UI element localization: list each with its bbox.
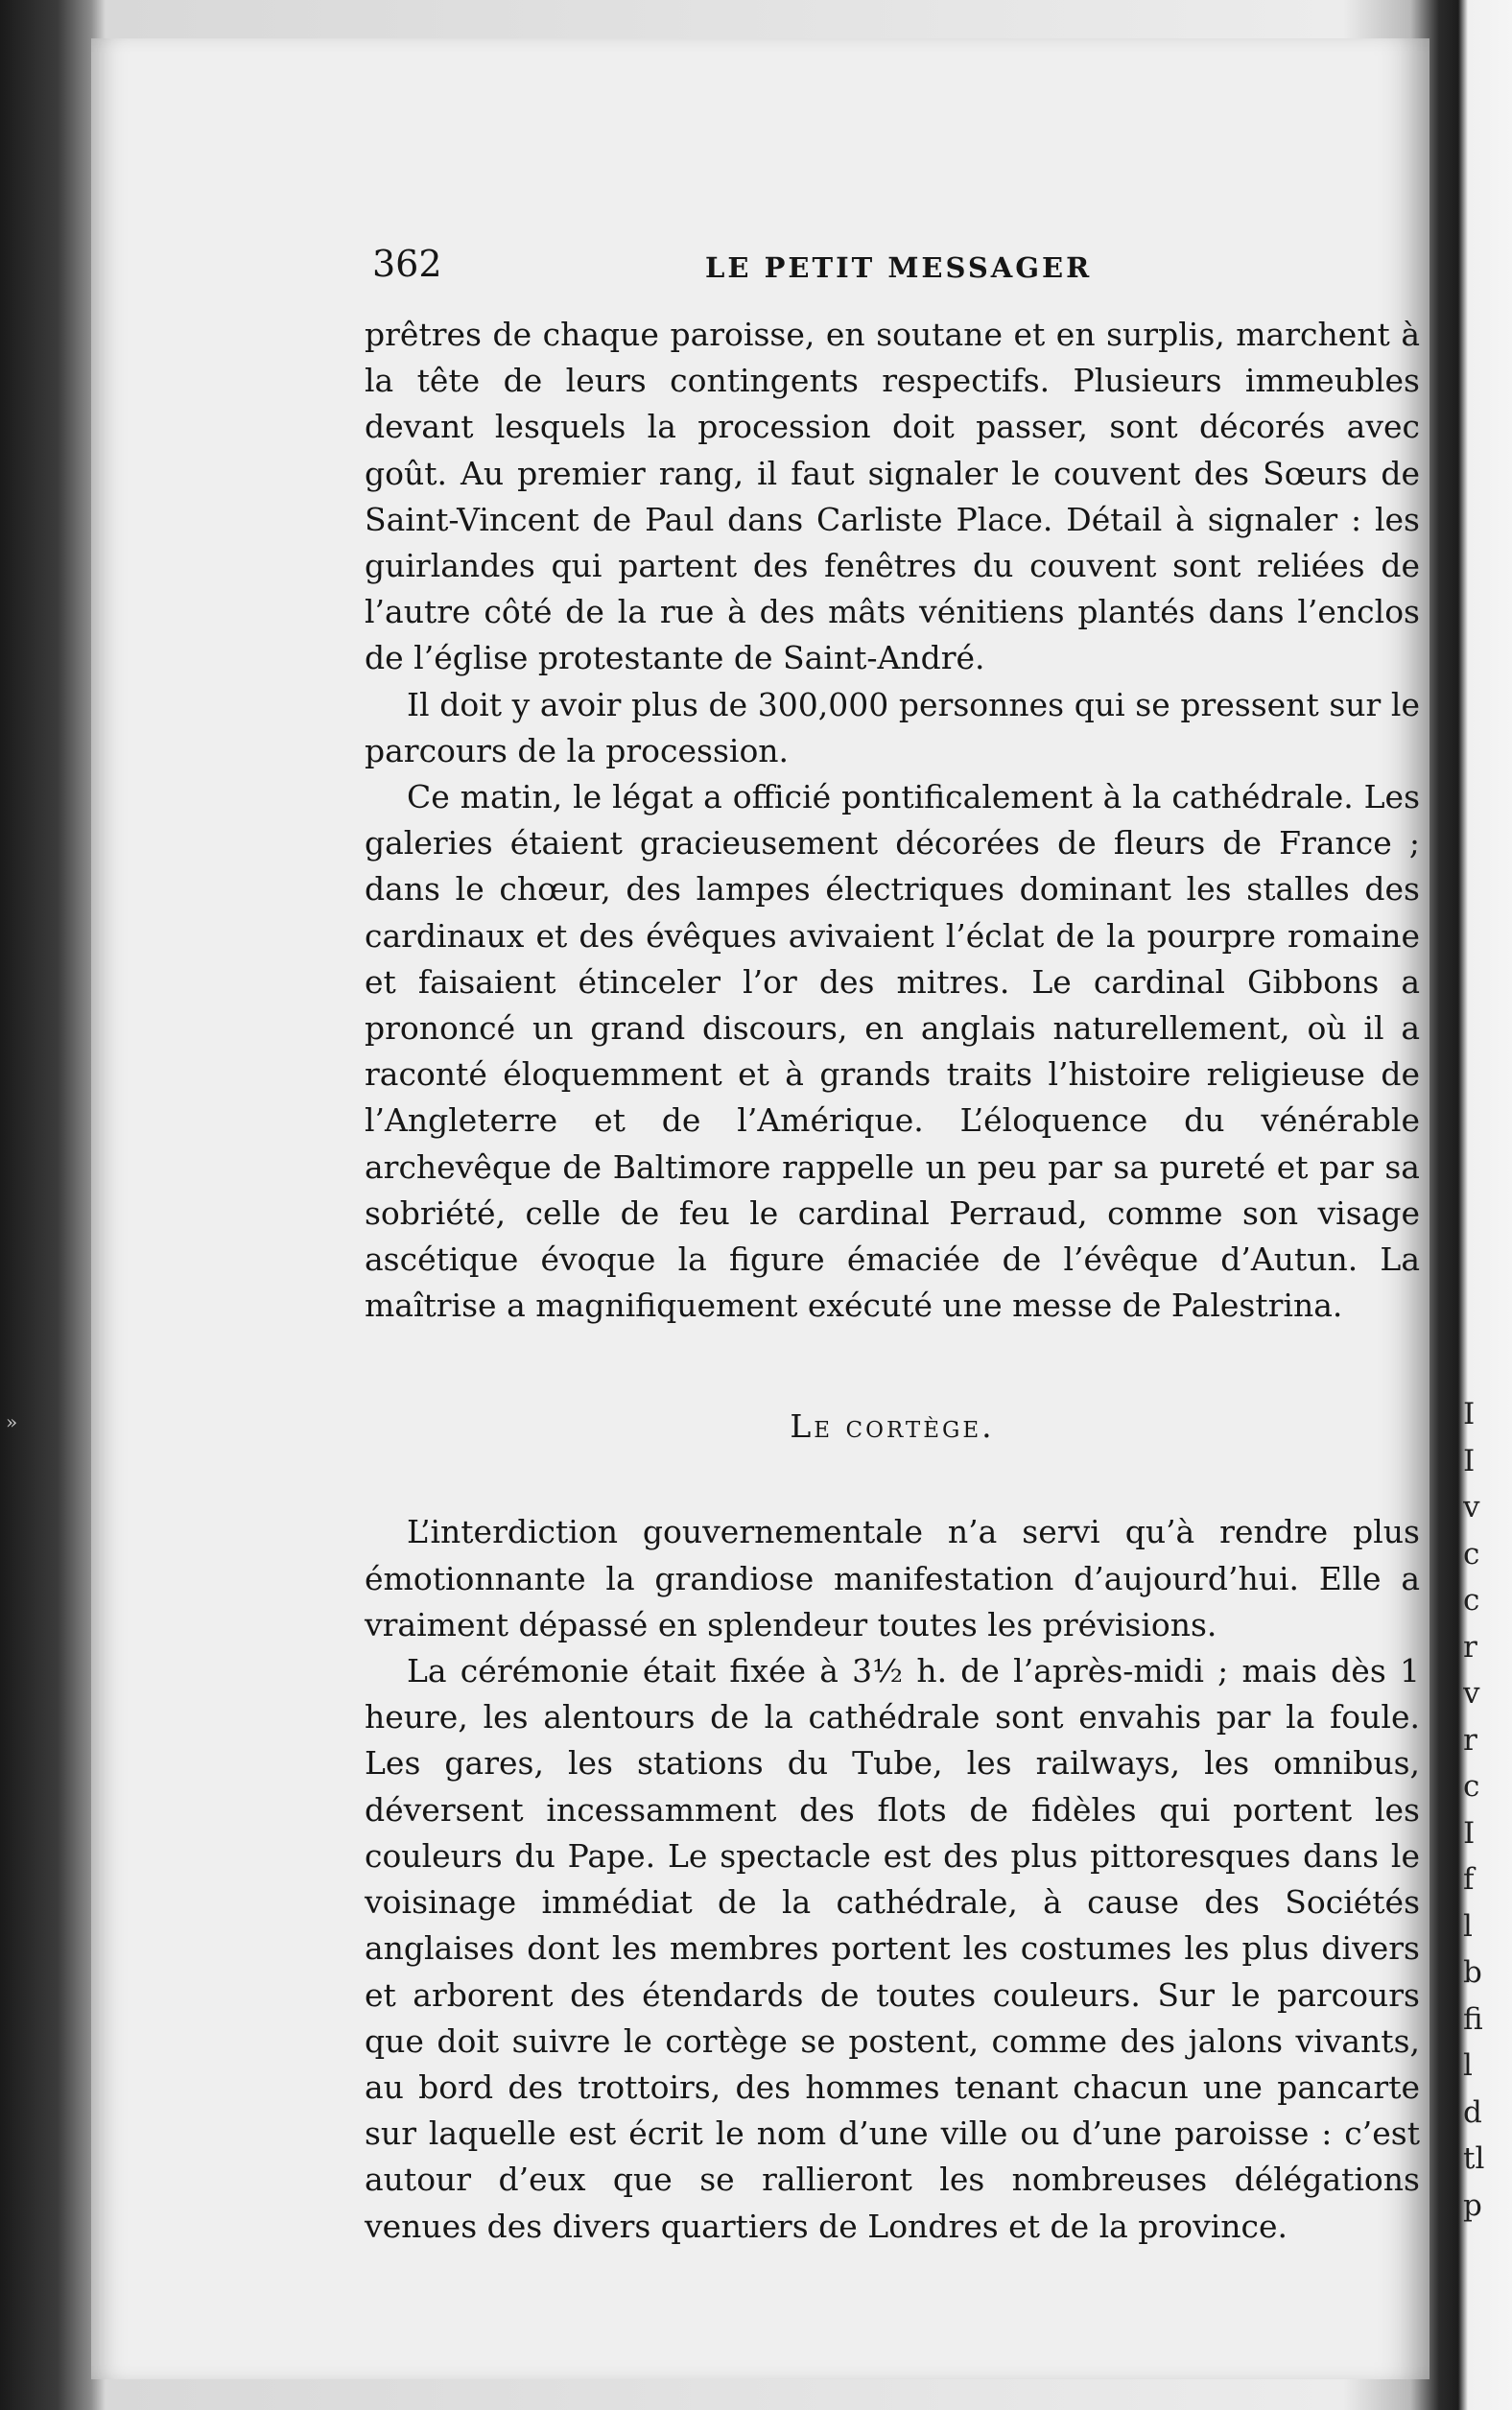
adjacent-letter: l	[1463, 1908, 1473, 1944]
adjacent-letter: f	[1463, 1862, 1475, 1897]
adjacent-letter: p	[1463, 2187, 1482, 2223]
adjacent-letter: r	[1463, 1722, 1477, 1758]
running-head	[365, 235, 1420, 312]
adjacent-letter: c	[1463, 1769, 1480, 1804]
adjacent-page-edge	[1463, 1391, 1501, 2229]
adjacent-letter: d	[1463, 2094, 1482, 2130]
page-text-block	[365, 235, 1420, 2250]
adjacent-letter: c	[1463, 1583, 1480, 1618]
journal-title: LE PETIT MESSAGER	[705, 251, 1093, 284]
adjacent-letter: tl	[1463, 2141, 1485, 2176]
adjacent-letter: v	[1463, 1676, 1480, 1711]
page-number: 362	[372, 243, 442, 285]
adjacent-letter: I	[1463, 1815, 1476, 1851]
adjacent-letter: b	[1463, 1955, 1482, 1990]
adjacent-letter: r	[1463, 1629, 1477, 1665]
adjacent-letter: I	[1463, 1443, 1476, 1478]
paragraph-mass: Ce matin, le légat a officié pontificalement à la cathédrale. Les galeries étaient gracieusement décorées de fleurs de France ; dans le chœur, des lampes électriques dominant les stalles des cardinaux et des évêques avivaient l’éclat de la pourpre romaine et faisaient étinceler l’or des mitres. Le cardinal Gibbons a prononcé un grand discours, en anglais naturellement, où il a raconté éloquemment et à grands traits l’histoire religieuse de l’Angleterre et de l’Amérique. L’éloquence du vénérable archevêque de Baltimore rappelle un peu par sa pureté et par sa sobriété, celle de feu le cardinal Perraud, comme son visage ascétique évoque la figure émaciée de l’évêque d’Autun. La maîtrise a magnifiquement exécuté une messe de Palestrina.	[365, 778, 1420, 1325]
adjacent-letter: fi	[1463, 2001, 1483, 2037]
adjacent-letter: v	[1463, 1490, 1480, 1524]
paragraph-continued: prêtres de chaque paroisse, en soutane et en surplis, marchent à la tête de leurs contingents respectifs. Plusieurs immeubles devant lesquels la procession doit passer, sont décorés avec goût. Au premier rang, il faut signaler le couvent des Sœurs de Saint-Vincent de Paul dans Carliste Place. Détail à signaler : les guirlandes qui partent des fenêtres du couvent sont reliées de l’autre côté de la rue à des mâts vénitiens plantés dans l’enclos de l’église protestante de Saint-André.	[365, 316, 1420, 677]
book-page	[91, 38, 1429, 2379]
paragraph-crowd: Il doit y avoir plus de 300,000 personnes qui se pressent sur le parcours de la procession.	[365, 685, 1420, 769]
adjacent-letter: c	[1463, 1536, 1480, 1571]
paragraph-interdiction: L’interdiction gouvernementale n’a servi qu’à rendre plus émotionnante la grandiose manifestation d’aujourd’hui. Elle a vraiment dépassé en splendeur toutes les prévisions.	[365, 1513, 1420, 1643]
left-margin-mark: »	[6, 1410, 18, 1433]
adjacent-letter: l	[1463, 2048, 1473, 2083]
adjacent-letter: I	[1463, 1397, 1476, 1431]
paragraph-ceremony: La cérémonie était fixée à 3½ h. de l’après-midi ; mais dès 1 heure, les alentours de la cathédrale sont envahis par la foule. Les gares, les stations du Tube, les railways, les omnibus, déversent incessamment des flots de fidèles qui portent les couleurs du Pape. Le spectacle est des plus pittoresques dans le voisinage immédiat de la cathédrale, à cause des Sociétés anglaises dont les membres portent les costumes les plus divers et arborent des étendards de toutes couleurs. Sur le parcours que doit suivre le cortège se postent, comme des jalons vivants, au bord des trottoirs, des hommes tenant chacun une pancarte sur laquelle est écrit le nom d’une ville ou d’une paroisse : c’est autour d’eux que se rallieront les nombreuses délégations venues des divers quartiers de Londres et de la province.	[365, 1652, 1420, 2245]
section-heading: Le cortège.	[790, 1407, 995, 1446]
